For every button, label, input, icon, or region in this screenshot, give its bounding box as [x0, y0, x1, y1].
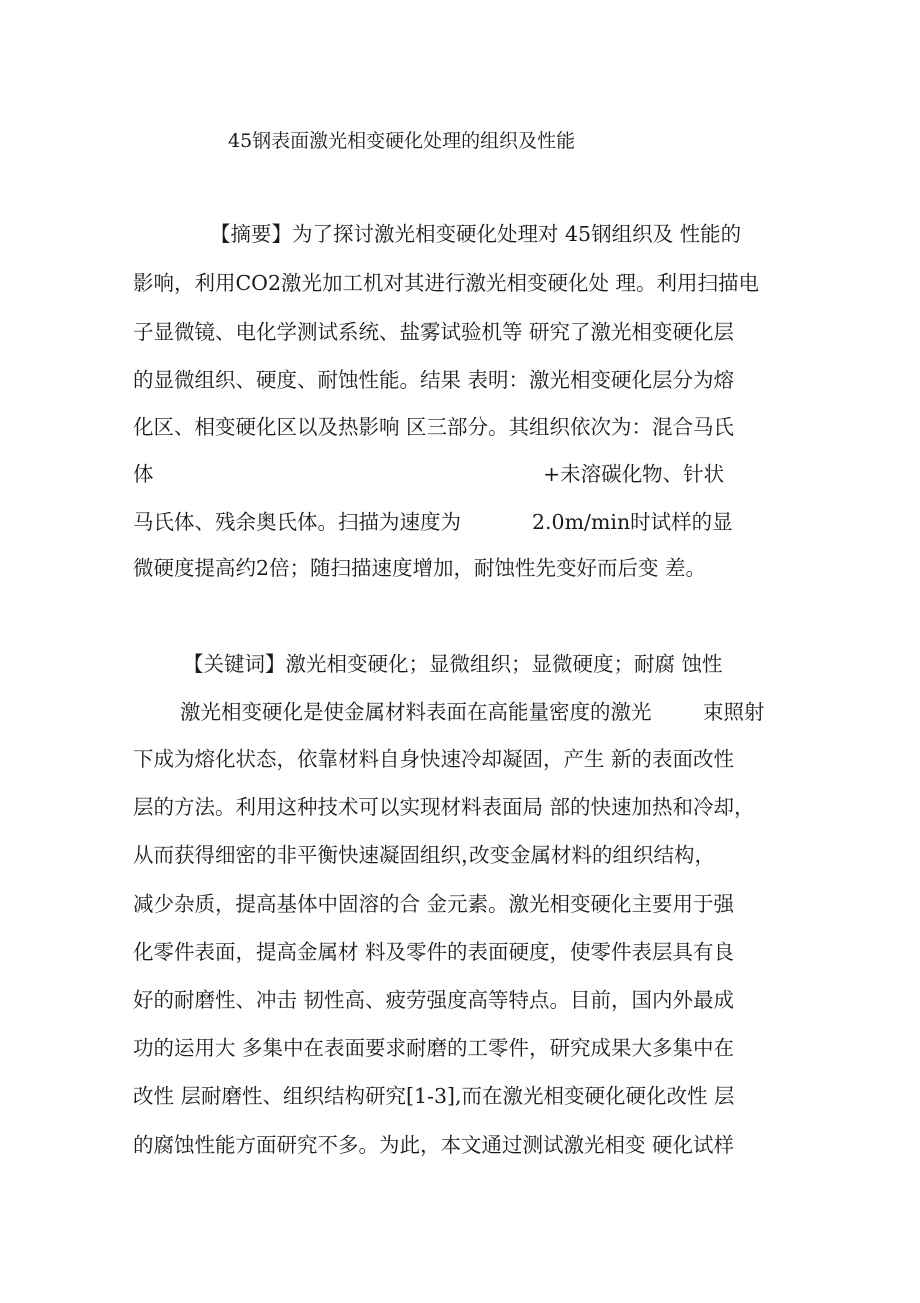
abstract-line: 子显微镜、电化学测试系统、盐雾试验机等 研究了激光相变硬化层 — [133, 320, 735, 344]
abstract-line: 马氏体、残余奥氏体。扫描为速度为 — [133, 510, 461, 534]
body-line: 功的运用大 多集中在表面要求耐磨的工零件，研究成果大多集中在 — [133, 1036, 735, 1060]
abstract-line: 化区、相变硬化区以及热影响 区三部分。其组织依次为：混合马氏 — [133, 415, 735, 439]
body-line: 减少杂质，提高基体中固溶的合 金元素。激光相变硬化主要用于强 — [133, 892, 735, 916]
abstract-line: 2.0m/min时试样的显 — [532, 510, 733, 534]
document-title: 45钢表面激光相变硬化处理的组织及性能 — [228, 130, 576, 152]
body-line: 从而获得细密的非平衡快速凝固组织， — [133, 843, 482, 867]
body-line: 束照射 — [703, 700, 765, 724]
abstract-line: 的显微组织、硬度、耐蚀性能。结果 表明：激光相变硬化层分为熔 — [133, 368, 735, 392]
body-line: 的腐蚀性能方面研究不多。为此，本文通过测试激光相变 硬化试样 — [133, 1133, 735, 1157]
abstract-line: 影响，利用CO2激光加工机对其进行激光相变硬化处 理。利用扫描电 — [133, 271, 760, 295]
keywords-line: 【关键词】激光相变硬化；显微组织；显微硬度；耐腐 蚀性 — [183, 652, 723, 676]
body-line: 改变金属材料的组织结构， — [469, 843, 715, 867]
abstract-line: 微硬度提高约2倍；随扫描速度增加，耐蚀性先变好而后变 差。 — [133, 556, 707, 580]
body-line: 层的方法。利用这种技术可以实现材料表面局 部的快速加热和冷却， — [133, 795, 755, 819]
body-line: 激光相变硬化是使金属材料表面在高能量密度的激光 — [180, 700, 652, 724]
body-line: 下成为熔化状态，依靠材料自身快速冷却凝固，产生 新的表面改性 — [133, 747, 735, 771]
body-line: 化零件表面，提高金属材 料及零件的表面硬度，使零件表层具有良 — [133, 940, 735, 964]
abstract-line: 体 — [133, 462, 154, 486]
body-line: 好的耐磨性、冲击 韧性高、疲劳强度高等特点。目前，国内外最成 — [133, 988, 735, 1012]
abstract-line: +未溶碳化物、针状 — [543, 462, 725, 486]
abstract-line: 【摘要】为了探讨激光相变硬化处理对 45钢组织及 性能的 — [210, 222, 742, 246]
body-line: 改性 层耐磨性、组织结构研究[1-3],而在激光相变硬化硬化改性 层 — [133, 1084, 735, 1108]
